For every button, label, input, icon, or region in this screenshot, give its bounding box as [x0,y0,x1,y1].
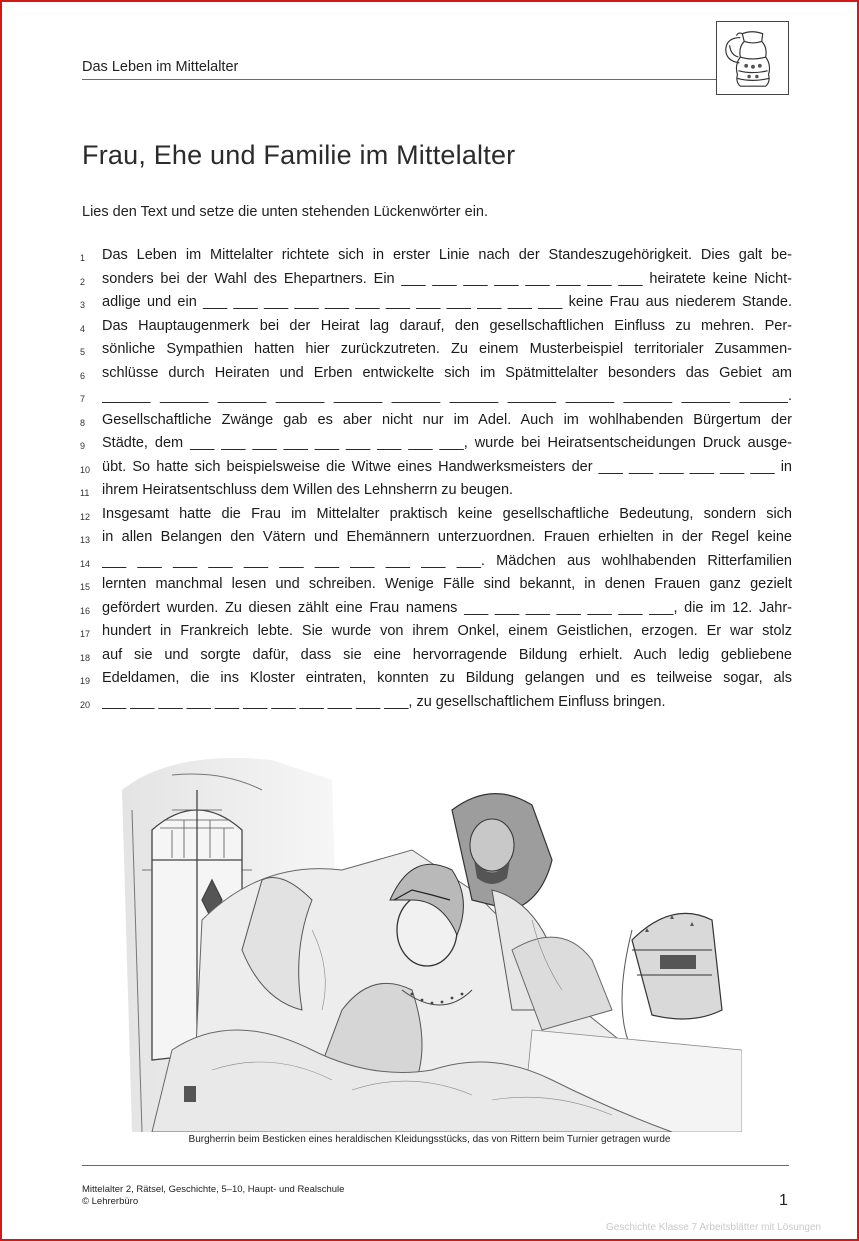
line-text: Das Leben im Mittelalter richtete sich in erster Linie nach der Standeszugehörigkeit. Dies galt be- [102,247,792,263]
line-text: in allen Belangen den Vätern und Ehemännern unterzuordnen. Frauen erhielten in der Regel keine [102,529,792,545]
line-number: 3 [80,300,86,311]
line-number: 2 [80,276,86,287]
line-text: Insgesamt hatte die Frau im Mittelalter praktisch keine gesellschaftliche Bedeutung, sondern sich [102,505,792,522]
text-line [80,479,792,503]
text-line [80,691,792,715]
line-number: 7 [80,394,86,405]
text-line [80,268,792,292]
line-number: 9 [80,441,86,452]
line-text: sönliche Sympathien hatten hier zurückzutreten. Zu einem Musterbeispiel territorialer Zusammen- [102,341,792,357]
line-number: 8 [80,417,86,428]
text-line [80,338,792,362]
text-line [80,620,792,644]
line-text: ihrem Heiratsentschluss dem Willen des Lehnsherrn zu beugen. [102,482,514,498]
text-line [80,291,792,315]
page-number: 1 [779,1192,788,1209]
text-line [80,644,792,668]
line-text: Das Hauptaugenmerk bei der Heirat lag darauf, den gesellschaftlichen Einfluss zu mehren. Per- [102,317,792,334]
line-number: 20 [80,699,91,710]
text-line [80,362,792,386]
watermark: Geschichte Klasse 7 Arbeitsblätter mit Lösungen [606,1222,822,1233]
line-text: ___ ___ ___ ___ ___ ___ ___ ___ ___ ___ ___, zu gesellschaftlichem Einfluss bringen. [102,693,666,710]
text-line [80,456,792,480]
line-number: 14 [80,558,91,569]
line-text: übt. So hatte sich beispielsweise die Witwe eines Handwerksmeisters der ___ ___ ___ ___ ___ ___ in [102,458,792,475]
line-text: adlige und ein ___ ___ ___ ___ ___ ___ ___ ___ ___ ___ ___ ___ keine Frau aus niederem Stande. [102,294,792,310]
header-title: Das Leben im Mittelalter [82,59,239,75]
line-text: ___ ___ ___ ___ ___ ___ ___ ___ ___ ___ ___. Mädchen aus wohlhabenden Ritterfamilien [102,552,792,569]
line-text: Städte, dem ___ ___ ___ ___ ___ ___ ___ ___ ___, wurde bei Heiratsentscheidungen Druck ausge- [102,435,792,451]
line-text: schlüsse durch Heiraten und Erben entwickelte sich im Spätmittelalter besonders das Gebiet am [102,364,792,381]
line-text: auf sie und sorgte dafür, dass sie eine hervorragende Bildung erhielt. Auch ledig gebliebene [102,646,792,663]
line-text: Edeldamen, die ins Kloster eintraten, konnten zu Bildung gelangen und es teilweise sogar, als [102,670,792,686]
footer-rule [82,1165,789,1166]
line-number: 5 [80,347,86,358]
cloze-text-block [80,244,792,714]
line-number: 16 [80,605,91,616]
text-line [80,667,792,691]
line-number: 18 [80,652,91,663]
text-line [80,385,792,409]
page-title: Frau, Ehe und Familie im Mittelalter [82,140,516,170]
line-text: ______ ______ ______ ______ ______ ______ ______ ______ ______ ______ ______ ______. [102,388,792,404]
footer-source: Mittelalter 2, Rätsel, Geschichte, 5–10, Haupt- und Realschule [82,1184,345,1195]
embroidering-lady-illustration [112,750,742,1132]
line-number: 11 [80,488,90,499]
line-number: 19 [80,676,91,687]
line-number: 10 [80,464,91,475]
text-line [80,315,792,339]
line-number: 6 [80,370,86,381]
text-line [80,503,792,527]
text-line [80,432,792,456]
line-text: lernten manchmal lesen und schreiben. Wenige Fälle sind bekannt, in denen Frauen ganz gezielt [102,576,792,592]
instruction-text: Lies den Text und setze die unten stehenden Lückenwörter ein. [82,204,489,220]
line-number: 13 [80,535,91,546]
text-line [80,550,792,574]
line-text: hundert in Frankreich lebte. Sie wurde von ihrem Onkel, einem Geistlichen, erzogen. Er war stolz [102,623,792,639]
line-number: 15 [80,582,91,593]
line-number: 4 [80,323,86,334]
jug-icon [716,21,789,95]
line-number: 17 [80,629,91,640]
illustration-caption: Burgherrin beim Besticken eines heraldischen Kleidungsstücks, das von Rittern beim Turnier getragen wurde [188,1134,671,1145]
text-line [80,573,792,597]
text-line [80,526,792,550]
line-text: gefördert wurden. Zu diesen zählt eine Frau namens ___ ___ ___ ___ ___ ___ ___, die im 12. Jahr- [102,599,792,616]
header-rule [82,79,716,80]
text-line [80,244,792,268]
footer-copyright: © Lehrerbüro [82,1196,139,1207]
line-number: 1 [80,253,86,264]
line-number: 12 [80,511,91,522]
text-line [80,597,792,621]
line-text: sonders bei der Wahl des Ehepartners. Ein ___ ___ ___ ___ ___ ___ ___ ___ heiratete keine Nicht- [102,270,792,287]
line-text: Gesellschaftliche Zwänge gab es aber nicht nur im Adel. Auch im wohlhabenden Bürgertum der [102,411,792,428]
text-line [80,409,792,433]
